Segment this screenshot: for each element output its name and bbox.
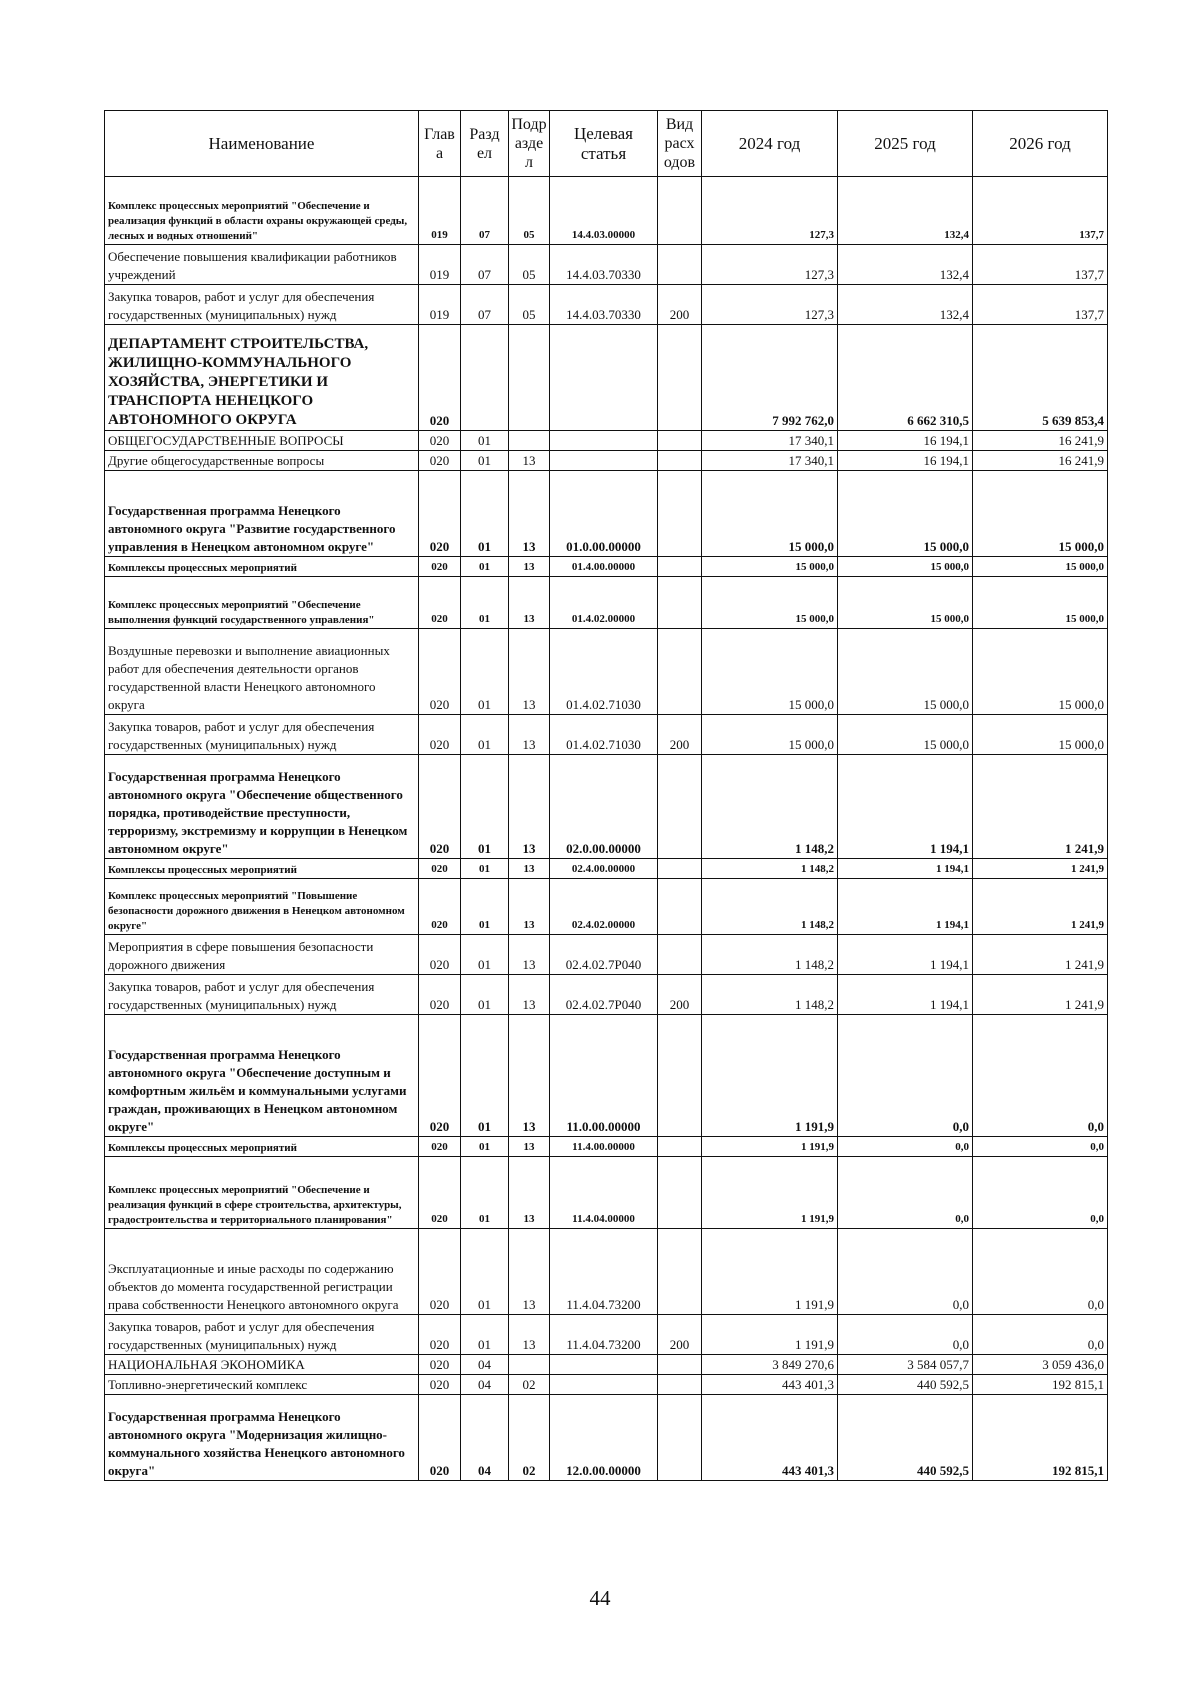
table-row — [105, 177, 1108, 245]
cell-value-2025: 0,0 — [838, 1229, 973, 1315]
table-row — [105, 1355, 1108, 1375]
cell-value-2024: 7 992 762,0 — [702, 325, 838, 431]
cell-value-2025: 15 000,0 — [838, 715, 973, 755]
cell-razdel — [461, 325, 509, 431]
cell-value-2024: 127,3 — [702, 285, 838, 325]
cell-podrazdel: 13 — [509, 451, 550, 471]
cell-value-2024: 1 191,9 — [702, 1015, 838, 1137]
cell-vid-rashodov — [658, 451, 702, 471]
cell-razdel: 01 — [461, 1315, 509, 1355]
cell-value-2025: 15 000,0 — [838, 471, 973, 557]
cell-celevaya-statya: 12.0.00.00000 — [550, 1395, 658, 1481]
table-row — [105, 285, 1108, 325]
cell-value-2025: 0,0 — [838, 1015, 973, 1137]
header-glava: Глав а — [419, 111, 461, 177]
cell-vid-rashodov — [658, 629, 702, 715]
cell-value-2024: 443 401,3 — [702, 1375, 838, 1395]
cell-celevaya-statya: 02.0.00.00000 — [550, 755, 658, 859]
cell-value-2026: 16 241,9 — [973, 431, 1108, 451]
cell-razdel: 01 — [461, 1229, 509, 1315]
cell-value-2024: 3 849 270,6 — [702, 1355, 838, 1375]
cell-value-2025: 0,0 — [838, 1137, 973, 1157]
header-2025: 2025 год — [838, 111, 973, 177]
cell-celevaya-statya — [550, 1355, 658, 1375]
cell-value-2026: 15 000,0 — [973, 557, 1108, 577]
cell-celevaya-statya: 14.4.03.70330 — [550, 285, 658, 325]
cell-vid-rashodov: 200 — [658, 285, 702, 325]
cell-value-2026: 0,0 — [973, 1015, 1108, 1137]
cell-name: Топливно-энергетический комплекс — [105, 1375, 419, 1395]
cell-value-2024: 17 340,1 — [702, 431, 838, 451]
cell-value-2026: 1 241,9 — [973, 975, 1108, 1015]
cell-value-2026: 1 241,9 — [973, 935, 1108, 975]
cell-vid-rashodov — [658, 1137, 702, 1157]
cell-name: Комплекс процессных мероприятий "Повышение безопасности дорожного движения в Ненецком автономном округе" — [105, 879, 419, 935]
table-row — [105, 1375, 1108, 1395]
cell-glava: 020 — [419, 629, 461, 715]
cell-vid-rashodov — [658, 1375, 702, 1395]
cell-vid-rashodov — [658, 431, 702, 451]
cell-value-2026: 0,0 — [973, 1137, 1108, 1157]
table-row — [105, 577, 1108, 629]
cell-value-2026: 137,7 — [973, 245, 1108, 285]
cell-value-2024: 127,3 — [702, 245, 838, 285]
cell-name: Государственная программа Ненецкого автономного округа "Обеспечение доступным и комфортным жильём и коммунальными услугами граждан, проживающих в Ненецком автономном округе" — [105, 1015, 419, 1137]
cell-name: Закупка товаров, работ и услуг для обеспечения государственных (муниципальных) нужд — [105, 715, 419, 755]
cell-value-2026: 1 241,9 — [973, 859, 1108, 879]
cell-razdel: 04 — [461, 1395, 509, 1481]
table-row — [105, 859, 1108, 879]
cell-podrazdel: 13 — [509, 471, 550, 557]
cell-celevaya-statya: 11.0.00.00000 — [550, 1015, 658, 1137]
cell-value-2025: 1 194,1 — [838, 935, 973, 975]
cell-vid-rashodov — [658, 935, 702, 975]
cell-podrazdel: 13 — [509, 629, 550, 715]
cell-value-2025: 15 000,0 — [838, 577, 973, 629]
cell-value-2024: 15 000,0 — [702, 715, 838, 755]
cell-name: Другие общегосударственные вопросы — [105, 451, 419, 471]
table-row — [105, 1229, 1108, 1315]
cell-podrazdel: 13 — [509, 935, 550, 975]
header-podrazdel: Подр азде л — [509, 111, 550, 177]
cell-glava: 020 — [419, 471, 461, 557]
cell-value-2025: 440 592,5 — [838, 1395, 973, 1481]
cell-glava: 020 — [419, 1015, 461, 1137]
cell-value-2024: 1 148,2 — [702, 935, 838, 975]
cell-value-2025: 16 194,1 — [838, 451, 973, 471]
cell-razdel: 01 — [461, 431, 509, 451]
table-row — [105, 431, 1108, 451]
cell-razdel: 01 — [461, 577, 509, 629]
cell-value-2024: 1 148,2 — [702, 859, 838, 879]
cell-value-2025: 132,4 — [838, 245, 973, 285]
cell-glava: 020 — [419, 975, 461, 1015]
cell-glava: 020 — [419, 557, 461, 577]
cell-vid-rashodov — [658, 1395, 702, 1481]
cell-value-2026: 192 815,1 — [973, 1375, 1108, 1395]
cell-value-2026: 15 000,0 — [973, 577, 1108, 629]
cell-vid-rashodov — [658, 879, 702, 935]
cell-vid-rashodov — [658, 755, 702, 859]
cell-value-2026: 3 059 436,0 — [973, 1355, 1108, 1375]
cell-podrazdel: 13 — [509, 1015, 550, 1137]
cell-podrazdel: 13 — [509, 1137, 550, 1157]
cell-podrazdel: 05 — [509, 245, 550, 285]
cell-name: Комплекс процессных мероприятий "Обеспечение и реализация функций в области охраны окружающей среды, лесных и водных отношений" — [105, 177, 419, 245]
cell-celevaya-statya: 11.4.04.73200 — [550, 1229, 658, 1315]
cell-value-2024: 1 148,2 — [702, 975, 838, 1015]
cell-value-2025: 1 194,1 — [838, 975, 973, 1015]
table-row — [105, 245, 1108, 285]
cell-celevaya-statya: 01.4.02.00000 — [550, 577, 658, 629]
cell-celevaya-statya: 11.4.04.73200 — [550, 1315, 658, 1355]
cell-glava: 020 — [419, 325, 461, 431]
cell-value-2025: 0,0 — [838, 1315, 973, 1355]
table-row — [105, 629, 1108, 715]
cell-celevaya-statya — [550, 325, 658, 431]
cell-podrazdel: 05 — [509, 285, 550, 325]
table-row — [105, 879, 1108, 935]
cell-vid-rashodov — [658, 471, 702, 557]
cell-glava: 020 — [419, 431, 461, 451]
cell-vid-rashodov: 200 — [658, 1315, 702, 1355]
cell-glava: 020 — [419, 1375, 461, 1395]
cell-name: Закупка товаров, работ и услуг для обеспечения государственных (муниципальных) нужд — [105, 1315, 419, 1355]
cell-glava: 020 — [419, 1395, 461, 1481]
cell-celevaya-statya: 11.4.00.00000 — [550, 1137, 658, 1157]
cell-vid-rashodov — [658, 557, 702, 577]
cell-value-2025: 440 592,5 — [838, 1375, 973, 1395]
cell-podrazdel — [509, 1355, 550, 1375]
cell-celevaya-statya: 01.4.02.71030 — [550, 715, 658, 755]
cell-name: Государственная программа Ненецкого автономного округа "Обеспечение общественного порядка, противодействие преступности, терроризму, экстремизму и коррупции в Ненецком автономном округе" — [105, 755, 419, 859]
cell-razdel: 07 — [461, 285, 509, 325]
cell-name: Комплексы процессных мероприятий — [105, 1137, 419, 1157]
cell-glava: 020 — [419, 755, 461, 859]
cell-value-2026: 15 000,0 — [973, 471, 1108, 557]
table-row — [105, 325, 1108, 431]
cell-podrazdel: 13 — [509, 859, 550, 879]
cell-value-2026: 0,0 — [973, 1315, 1108, 1355]
cell-name: Воздушные перевозки и выполнение авиационных работ для обеспечения деятельности органов государственной власти Ненецкого автономного округа — [105, 629, 419, 715]
cell-value-2025: 6 662 310,5 — [838, 325, 973, 431]
cell-razdel: 01 — [461, 1157, 509, 1229]
cell-razdel: 01 — [461, 935, 509, 975]
cell-value-2024: 127,3 — [702, 177, 838, 245]
cell-celevaya-statya: 02.4.02.7Р040 — [550, 935, 658, 975]
cell-glava: 019 — [419, 285, 461, 325]
cell-vid-rashodov — [658, 245, 702, 285]
cell-podrazdel: 02 — [509, 1395, 550, 1481]
cell-celevaya-statya: 14.4.03.70330 — [550, 245, 658, 285]
header-name: Наименование — [105, 111, 419, 177]
cell-glava: 020 — [419, 451, 461, 471]
header-celevaya-statya: Целевая статья — [550, 111, 658, 177]
cell-celevaya-statya — [550, 451, 658, 471]
cell-podrazdel: 13 — [509, 975, 550, 1015]
cell-vid-rashodov — [658, 1157, 702, 1229]
cell-value-2024: 1 191,9 — [702, 1229, 838, 1315]
cell-glava: 020 — [419, 859, 461, 879]
cell-glava: 020 — [419, 577, 461, 629]
cell-value-2024: 15 000,0 — [702, 557, 838, 577]
budget-table — [104, 110, 1108, 1481]
budget-table-container — [104, 110, 1107, 1481]
cell-value-2025: 1 194,1 — [838, 879, 973, 935]
cell-glava: 020 — [419, 1229, 461, 1315]
cell-value-2026: 192 815,1 — [973, 1395, 1108, 1481]
cell-value-2025: 132,4 — [838, 177, 973, 245]
table-row — [105, 1315, 1108, 1355]
cell-razdel: 01 — [461, 471, 509, 557]
cell-razdel: 01 — [461, 557, 509, 577]
cell-razdel: 01 — [461, 715, 509, 755]
cell-value-2025: 132,4 — [838, 285, 973, 325]
cell-glava: 020 — [419, 1157, 461, 1229]
cell-razdel: 04 — [461, 1375, 509, 1395]
cell-value-2026: 1 241,9 — [973, 755, 1108, 859]
cell-vid-rashodov — [658, 1229, 702, 1315]
header-razdel: Разд ел — [461, 111, 509, 177]
cell-podrazdel — [509, 325, 550, 431]
cell-celevaya-statya: 14.4.03.00000 — [550, 177, 658, 245]
cell-name: НАЦИОНАЛЬНАЯ ЭКОНОМИКА — [105, 1355, 419, 1375]
cell-vid-rashodov — [658, 1015, 702, 1137]
cell-celevaya-statya — [550, 1375, 658, 1395]
cell-value-2026: 0,0 — [973, 1157, 1108, 1229]
cell-name: Закупка товаров, работ и услуг для обеспечения государственных (муниципальных) нужд — [105, 285, 419, 325]
cell-razdel: 01 — [461, 975, 509, 1015]
page-number: 44 — [589, 1586, 611, 1610]
cell-value-2024: 1 191,9 — [702, 1157, 838, 1229]
table-row — [105, 471, 1108, 557]
cell-celevaya-statya: 02.4.02.7Р040 — [550, 975, 658, 1015]
cell-value-2025: 3 584 057,7 — [838, 1355, 973, 1375]
cell-podrazdel: 13 — [509, 755, 550, 859]
cell-value-2025: 15 000,0 — [838, 557, 973, 577]
cell-glava: 020 — [419, 1355, 461, 1375]
cell-name: Комплекс процессных мероприятий "Обеспечение и реализация функций в сфере строительства, архитектуры, градостроительства и территориального планирования" — [105, 1157, 419, 1229]
cell-value-2024: 1 148,2 — [702, 755, 838, 859]
cell-podrazdel: 13 — [509, 577, 550, 629]
cell-name: Комплексы процессных мероприятий — [105, 859, 419, 879]
table-row — [105, 1395, 1108, 1481]
cell-podrazdel: 02 — [509, 1375, 550, 1395]
cell-value-2024: 443 401,3 — [702, 1395, 838, 1481]
cell-razdel: 07 — [461, 177, 509, 245]
cell-razdel: 07 — [461, 245, 509, 285]
table-row — [105, 557, 1108, 577]
cell-glava: 019 — [419, 245, 461, 285]
cell-value-2026: 16 241,9 — [973, 451, 1108, 471]
cell-celevaya-statya: 11.4.04.00000 — [550, 1157, 658, 1229]
table-row — [105, 1015, 1108, 1137]
cell-podrazdel: 13 — [509, 1315, 550, 1355]
table-row — [105, 935, 1108, 975]
header-2024: 2024 год — [702, 111, 838, 177]
cell-celevaya-statya: 02.4.02.00000 — [550, 879, 658, 935]
cell-name: ОБЩЕГОСУДАРСТВЕННЫЕ ВОПРОСЫ — [105, 431, 419, 451]
cell-celevaya-statya: 02.4.00.00000 — [550, 859, 658, 879]
cell-vid-rashodov: 200 — [658, 975, 702, 1015]
cell-podrazdel: 13 — [509, 557, 550, 577]
cell-razdel: 01 — [461, 451, 509, 471]
cell-razdel: 04 — [461, 1355, 509, 1375]
cell-glava: 020 — [419, 935, 461, 975]
table-body — [105, 177, 1108, 1481]
cell-value-2024: 1 148,2 — [702, 879, 838, 935]
cell-name: Обеспечение повышения квалификации работников учреждений — [105, 245, 419, 285]
cell-value-2025: 1 194,1 — [838, 755, 973, 859]
cell-glava: 020 — [419, 1315, 461, 1355]
cell-glava: 020 — [419, 715, 461, 755]
cell-name: Комплекс процессных мероприятий "Обеспечение выполнения функций государственного управления" — [105, 577, 419, 629]
cell-value-2024: 15 000,0 — [702, 471, 838, 557]
cell-value-2025: 16 194,1 — [838, 431, 973, 451]
cell-razdel: 01 — [461, 629, 509, 715]
cell-podrazdel: 05 — [509, 177, 550, 245]
cell-podrazdel: 13 — [509, 879, 550, 935]
table-row — [105, 1157, 1108, 1229]
cell-value-2024: 1 191,9 — [702, 1137, 838, 1157]
cell-name: Эксплуатационные и иные расходы по содержанию объектов до момента государственной регистрации права собственности Ненецкого автономного округа — [105, 1229, 419, 1315]
cell-glava: 020 — [419, 879, 461, 935]
cell-value-2026: 0,0 — [973, 1229, 1108, 1315]
table-header-row — [105, 111, 1108, 177]
table-row — [105, 1137, 1108, 1157]
cell-value-2024: 17 340,1 — [702, 451, 838, 471]
cell-razdel: 01 — [461, 1015, 509, 1137]
cell-name: ДЕПАРТАМЕНТ СТРОИТЕЛЬСТВА, ЖИЛИЩНО-КОММУНАЛЬНОГО ХОЗЯЙСТВА, ЭНЕРГЕТИКИ И ТРАНСПОРТА НЕНЕЦКОГО АВТОНОМНОГО ОКРУГА — [105, 325, 419, 431]
table-row — [105, 975, 1108, 1015]
cell-vid-rashodov — [658, 177, 702, 245]
cell-value-2025: 15 000,0 — [838, 629, 973, 715]
cell-podrazdel: 13 — [509, 1157, 550, 1229]
cell-value-2024: 15 000,0 — [702, 629, 838, 715]
cell-value-2025: 1 194,1 — [838, 859, 973, 879]
cell-name: Комплексы процессных мероприятий — [105, 557, 419, 577]
cell-glava: 019 — [419, 177, 461, 245]
cell-value-2026: 1 241,9 — [973, 879, 1108, 935]
cell-value-2025: 0,0 — [838, 1157, 973, 1229]
header-vid-rashodov: Вид расх одов — [658, 111, 702, 177]
table-row — [105, 715, 1108, 755]
cell-value-2026: 137,7 — [973, 177, 1108, 245]
cell-celevaya-statya: 01.0.00.00000 — [550, 471, 658, 557]
cell-name: Государственная программа Ненецкого автономного округа "Развитие государственного управления в Ненецком автономном округе" — [105, 471, 419, 557]
cell-podrazdel: 13 — [509, 1229, 550, 1315]
table-row — [105, 755, 1108, 859]
cell-value-2024: 1 191,9 — [702, 1315, 838, 1355]
header-2026: 2026 год — [973, 111, 1108, 177]
cell-razdel: 01 — [461, 1137, 509, 1157]
cell-value-2026: 15 000,0 — [973, 715, 1108, 755]
cell-celevaya-statya: 01.4.02.71030 — [550, 629, 658, 715]
cell-vid-rashodov — [658, 859, 702, 879]
cell-celevaya-statya — [550, 431, 658, 451]
cell-name: Мероприятия в сфере повышения безопасности дорожного движения — [105, 935, 419, 975]
cell-vid-rashodov: 200 — [658, 715, 702, 755]
cell-value-2026: 15 000,0 — [973, 629, 1108, 715]
cell-value-2026: 5 639 853,4 — [973, 325, 1108, 431]
cell-podrazdel — [509, 431, 550, 451]
cell-value-2026: 137,7 — [973, 285, 1108, 325]
cell-vid-rashodov — [658, 325, 702, 431]
cell-glava: 020 — [419, 1137, 461, 1157]
cell-razdel: 01 — [461, 755, 509, 859]
cell-razdel: 01 — [461, 859, 509, 879]
cell-podrazdel: 13 — [509, 715, 550, 755]
cell-name: Государственная программа Ненецкого автономного округа "Модернизация жилищно-коммунального хозяйства Ненецкого автономного округа" — [105, 1395, 419, 1481]
cell-value-2024: 15 000,0 — [702, 577, 838, 629]
cell-razdel: 01 — [461, 879, 509, 935]
cell-vid-rashodov — [658, 577, 702, 629]
table-row — [105, 451, 1108, 471]
cell-vid-rashodov — [658, 1355, 702, 1375]
cell-celevaya-statya: 01.4.00.00000 — [550, 557, 658, 577]
cell-name: Закупка товаров, работ и услуг для обеспечения государственных (муниципальных) нужд — [105, 975, 419, 1015]
